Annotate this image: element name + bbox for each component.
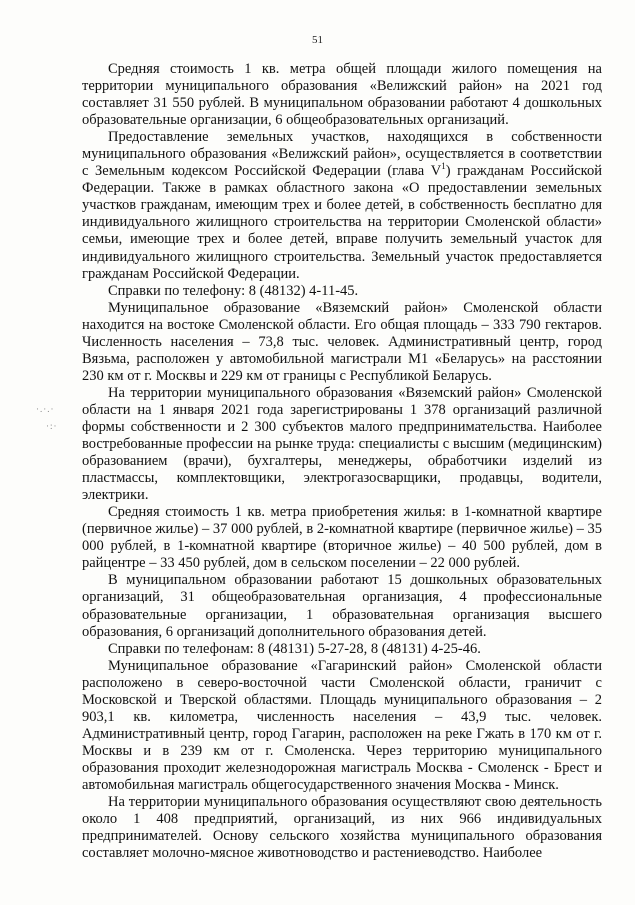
paragraph-gagarin-business: На территории муниципального образования осуществляют свою деятельность около 1 408 предприятий, организаций, из них 966 индивидуальных предпринимателей. Основу сельского хозяйства муниципального образования составляет молочно-мясное животноводство и растениеводство. Наиболее bbox=[82, 794, 602, 862]
paragraph-velizh-land-head: Предоставление земельных участков, находящихся в собственности муниципального образования «Велижский район», осуществляется в соответствии с Земельным кодексом Российской Федерации (глава V bbox=[82, 129, 602, 180]
page-number: 51 bbox=[312, 34, 323, 46]
paragraph-velizh-land-tail: ) гражданам Российской Федерации. Также в рамках областного закона «О предоставлении земельных участков гражданам, имеющим трех и более детей, в собственность бесплатно для индивидуального жилищного строительства на территории Смоленской области» семьи, имеющие трех и более детей, вправе получить земельный участок для индивидуального жилищного строительства. Земельный участок предоставляется гражданам Российской Федерации. bbox=[82, 163, 602, 282]
paragraph-vyazma-education: В муниципальном образовании работают 15 дошкольных образовательных организаций, 31 общеобразовательная организация, 4 профессиональные образовательные организации, 1 образовательная организация высшего образования, 6 организаций дополнительного образования детей. bbox=[82, 572, 602, 640]
paragraph-vyazma-housing: Средняя стоимость 1 кв. метра приобретения жилья: в 1-комнатной квартире (первичное жилье) – 37 000 рублей, в 2-комнатной квартире (первичное жилье) – 35 000 рублей, в 1-комнатной квартире (вторичное жилье) – 40 500 рублей, дом в райцентре – 33 450 рублей, дом в сельском поселении – 22 000 рублей. bbox=[82, 504, 602, 572]
paragraph-velizh-land bbox=[82, 129, 602, 282]
scan-artifact: ·:· bbox=[46, 421, 58, 431]
paragraph-gagarin-overview: Муниципальное образование «Гагаринский район» Смоленской области расположено в северо-восточной части Смоленской области, граничит с Московской и Тверской областями. Площадь муниципального образования – 2 903,1 кв. километра, численность населения – 43,9 тыс. человек. Административный центр, город Гагарин, расположен на реке Гжать в 170 км от г. Москвы и в 239 км от г. Смоленска. Через территорию муниципального образования проходит железнодорожная магистраль Москва - Смоленск - Брест и автомобильная магистраль общегосударственного значения Москва - Минск. bbox=[82, 657, 602, 793]
body-text bbox=[82, 61, 602, 862]
chapter-superscript: 1 bbox=[441, 161, 446, 172]
paragraph-vyazma-phone: Справки по телефонам: 8 (48131) 5-27-28, 8 (48131) 4-25-46. bbox=[108, 640, 481, 657]
paragraph-velizh-housing: Средняя стоимость 1 кв. метра общей площади жилого помещения на территории муниципального образования «Велижский район» на 2021 год составляет 31 550 рублей. В муниципальном образовании работают 4 дошкольных образовательные организации, 6 общеобразовательных организаций. bbox=[82, 61, 602, 129]
paragraph-velizh-phone: Справки по телефону: 8 (48132) 4-11-45. bbox=[108, 282, 359, 299]
paragraph-vyazma-overview: Муниципальное образование «Вяземский район» Смоленской области находится на востоке Смоленской области. Его общая площадь – 333 790 гектаров. Численность населения – 73,8 тыс. человек. Административный центр, город Вязьма, расположен у автомобильной магистрали М1 «Беларусь» на расстоянии 230 км от г. Москвы и 229 км от границы с Республикой Беларусь. bbox=[82, 299, 602, 384]
paragraph-vyazma-business: На территории муниципального образования «Вяземский район» Смоленской области на 1 января 2021 года зарегистрированы 1 378 организаций различной формы собственности и 2 300 субъектов малого предпринимательства. Наиболее востребованные профессии на рынке труда: специалисты с высшим (медицинским) образованием (врачи), бухгалтеры, менеджеры, обработчики изделий из пластмассы, комплектовщики, электрогазосварщики, продавцы, водители, электрики. bbox=[82, 384, 602, 504]
scan-artifact: ·.·.· bbox=[36, 404, 55, 414]
